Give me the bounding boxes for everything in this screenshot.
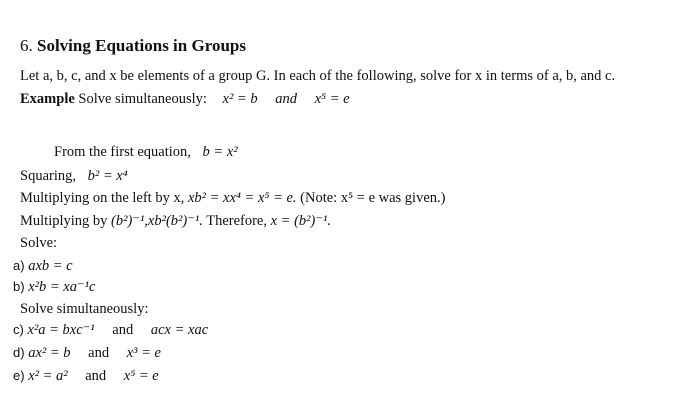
example-line bbox=[20, 90, 350, 108]
problem-connector: and bbox=[112, 322, 134, 338]
problem-e bbox=[13, 367, 159, 385]
section-title bbox=[20, 35, 246, 57]
example-equation-2: x⁵ = e bbox=[314, 91, 350, 107]
section-number: 6. bbox=[20, 36, 33, 55]
solution-line-1-equation: b = x² bbox=[202, 144, 238, 160]
solution-line-2-text: Squaring, bbox=[20, 168, 76, 184]
solution-line-4-equation: (b²)⁻¹,xb²(b²)⁻¹. bbox=[111, 213, 203, 229]
example-text: Solve simultaneously: bbox=[78, 91, 207, 107]
problem-label: c) bbox=[13, 322, 24, 337]
solution-line-2 bbox=[20, 167, 128, 185]
solution-line-3-text: Multiplying on the left by x, bbox=[20, 190, 185, 206]
solution-line-1-text: From the first equation, bbox=[54, 144, 191, 160]
solution-line-3-note: (Note: x⁵ = e was given.) bbox=[300, 190, 446, 206]
problem-connector: and bbox=[88, 345, 110, 361]
problem-c bbox=[13, 321, 208, 339]
example-label: Example bbox=[20, 91, 75, 107]
section-title-text: Solving Equations in Groups bbox=[37, 36, 246, 55]
simultaneous-label: Solve simultaneously: bbox=[20, 301, 149, 317]
problem-equation-2: x³ = e bbox=[126, 345, 161, 361]
intro-text: Let a, b, c, and x be elements of a group G. In each of the following, solve for x in terms of a, b, and c. bbox=[20, 68, 616, 84]
problem-equation-1: x²a = bxc⁻¹ bbox=[27, 322, 95, 338]
problem-equation: axb = c bbox=[28, 258, 73, 274]
solution-line-3 bbox=[20, 189, 445, 207]
problem-equation-1: ax² = b bbox=[28, 345, 71, 361]
example-equation-1: x² = b bbox=[222, 91, 258, 107]
problem-equation: x²b = xa⁻¹c bbox=[28, 279, 96, 295]
problem-a bbox=[13, 257, 73, 275]
solution-line-3-equation: xb² = xx⁴ = x⁵ = e. bbox=[187, 190, 297, 206]
problem-connector: and bbox=[85, 368, 107, 384]
solution-line-1 bbox=[54, 143, 238, 161]
problem-b bbox=[13, 278, 95, 296]
example-connector: and bbox=[275, 91, 297, 107]
solve-label: Solve: bbox=[20, 235, 58, 251]
solution-line-4-text: Multiplying by bbox=[20, 213, 108, 229]
problem-label: b) bbox=[13, 279, 25, 294]
solution-line-2-equation: b² = x⁴ bbox=[87, 168, 128, 184]
problem-label: e) bbox=[13, 368, 25, 383]
solution-line-4 bbox=[20, 212, 331, 230]
solution-line-4-result: x = (b²)⁻¹. bbox=[270, 213, 331, 229]
problem-equation-2: acx = xac bbox=[150, 322, 209, 338]
solution-line-4-therefore: Therefore, bbox=[206, 213, 267, 229]
problem-equation-1: x² = a² bbox=[28, 368, 68, 384]
problem-label: d) bbox=[13, 345, 25, 360]
problem-label: a) bbox=[13, 258, 25, 273]
problem-d bbox=[13, 344, 161, 362]
problem-equation-2: x⁵ = e bbox=[123, 368, 159, 384]
